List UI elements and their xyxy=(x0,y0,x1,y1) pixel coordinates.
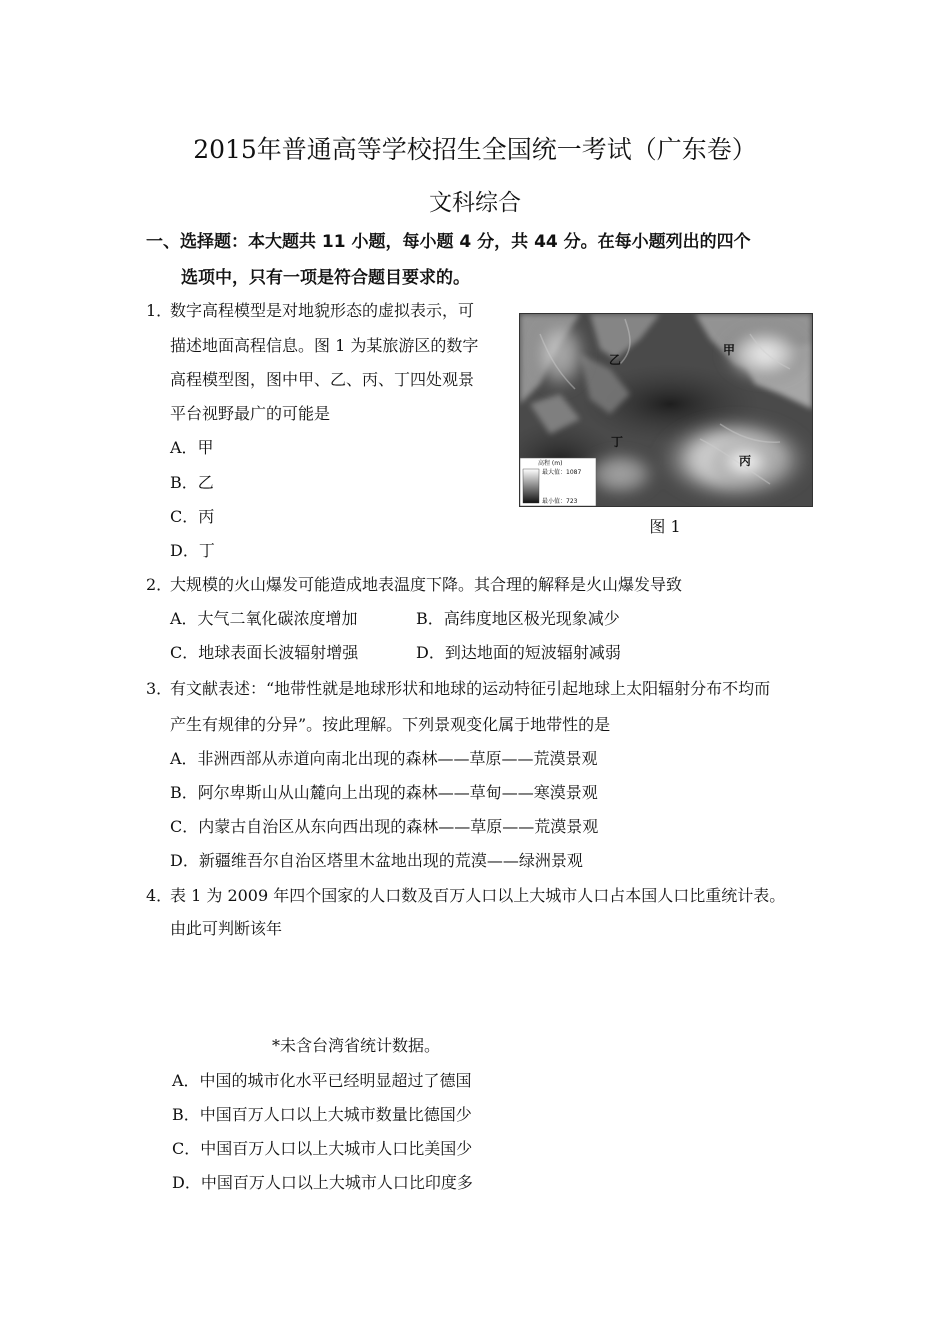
q3-option-b: B．阿尔卑斯山从山麓向上出现的森林——草甸——寒漠景观 xyxy=(170,783,598,802)
page-subtitle: 文科综合 xyxy=(429,190,521,216)
q4-option-a: A．中国的城市化水平已经明显超过了德国 xyxy=(172,1071,472,1090)
q1-stem-line1: 数字高程模型是对地貌形态的虚拟表示，可 xyxy=(170,301,475,320)
q1-option-d: D．丁 xyxy=(170,541,215,560)
q1-stem-line2: 描述地面高程信息。图 1 为某旅游区的数字 xyxy=(170,336,479,355)
section-heading-line1: 一、选择题：本大题共 11 小题，每小题 4 分，共 44 分。在每小题列出的四个 xyxy=(146,232,751,252)
q3-stem-line2: 产生有规律的分异”。按此理解。下列景观变化属于地带性的是 xyxy=(170,715,611,734)
q1-stem-line4: 平台视野最广的可能是 xyxy=(170,404,331,423)
q4-option-b: B．中国百万人口以上大城市数量比德国少 xyxy=(172,1105,472,1124)
map-legend-title: 高程 (m) xyxy=(538,460,563,467)
q4-number: 4． xyxy=(146,886,173,905)
map-label-ding: 丁 xyxy=(611,435,624,449)
q2-option-a: A．大气二氧化碳浓度增加 xyxy=(170,609,358,628)
q2-number: 2． xyxy=(146,575,173,594)
map-label-yi: 乙 xyxy=(609,353,622,367)
q3-option-c: C．内蒙古自治区从东向西出现的森林——草原——荒漠景观 xyxy=(170,817,599,836)
q1-number: 1． xyxy=(146,301,173,320)
q3-option-a: A．非洲西部从赤道向南北出现的森林——草原——荒漠景观 xyxy=(170,749,598,768)
q3-number: 3． xyxy=(146,679,173,698)
map-label-jia: 甲 xyxy=(723,343,736,357)
figure-1-caption: 图 1 xyxy=(649,517,681,536)
q1-option-a: A．甲 xyxy=(170,438,214,457)
map-legend-gradient xyxy=(523,469,539,503)
q4-stem-line2: 由此可判断该年 xyxy=(170,919,283,938)
q2-stem: 大规模的火山爆发可能造成地表温度下降。其合理的解释是火山爆发导致 xyxy=(170,575,683,594)
q1-stem-line3: 高程模型图，图中甲、乙、丙、丁四处观景 xyxy=(170,370,475,389)
q2-option-c: C．地球表面长波辐射增强 xyxy=(170,643,359,662)
q4-option-c: C．中国百万人口以上大城市人口比美国少 xyxy=(172,1139,473,1158)
q3-option-d: D．新疆维吾尔自治区塔里木盆地出现的荒漠——绿洲景观 xyxy=(170,851,583,870)
map-label-bing: 丙 xyxy=(739,454,752,468)
q4-option-d: D．中国百万人口以上大城市人口比印度多 xyxy=(172,1173,473,1192)
q1-option-b: B．乙 xyxy=(170,473,214,492)
q2-option-d: D．到达地面的短波辐射减弱 xyxy=(416,643,621,662)
map-legend-min: 最小值：723 xyxy=(542,498,578,505)
section-heading-line2: 选项中，只有一项是符合题目要求的。 xyxy=(181,268,470,288)
q2-option-b: B．高纬度地区极光现象减少 xyxy=(416,609,620,628)
q4-table-footnote: *未含台湾省统计数据。 xyxy=(272,1036,441,1055)
q1-option-c: C．丙 xyxy=(170,507,215,526)
elevation-map-svg xyxy=(520,314,812,506)
q4-stem-line1: 表 1 为 2009 年四个国家的人口数及百万人口以上大城市人口占本国人口比重统计表。 xyxy=(170,886,786,905)
elevation-map-figure xyxy=(519,313,813,507)
map-legend-max: 最大值：1087 xyxy=(542,469,582,476)
q3-stem-line1: 有文献表述：“地带性就是地球形状和地球的运动特征引起地球上太阳辐射分布不均而 xyxy=(170,679,771,698)
page-title: 2015年普通高等学校招生全国统一考试（广东卷） xyxy=(193,135,757,164)
